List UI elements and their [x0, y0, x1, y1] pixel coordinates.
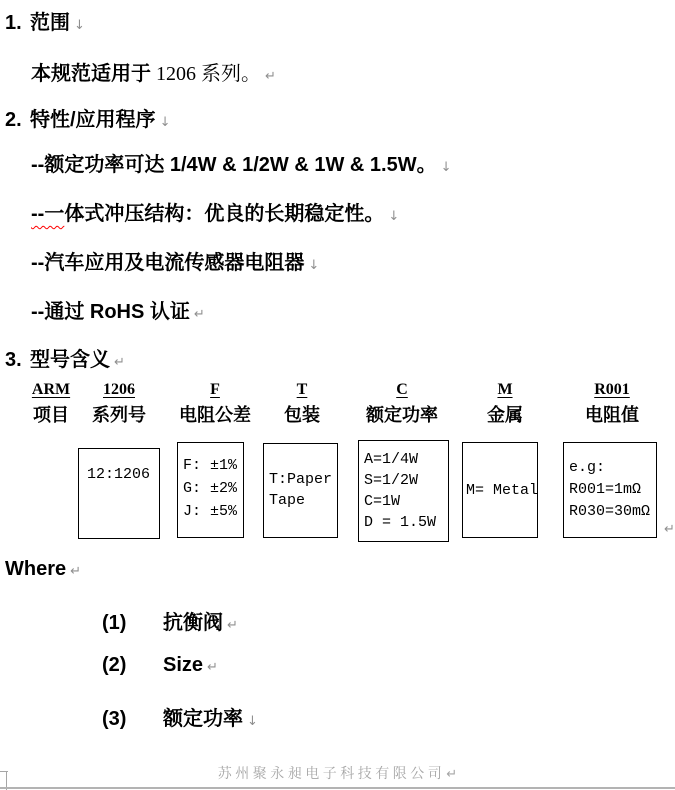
model-column-resistance: [557, 381, 667, 427]
box-line: C=1W: [364, 493, 401, 510]
spellcheck-flagged-text: --一: [31, 203, 65, 225]
model-label: 系列号: [92, 405, 146, 425]
model-box-packaging: [263, 443, 338, 538]
section-number: 1.: [5, 12, 22, 34]
box-line: e.g:: [569, 459, 606, 476]
model-column-power: [347, 381, 457, 427]
where-item-number: (2): [102, 654, 127, 676]
section-number: 3.: [5, 349, 22, 371]
feature-text: 体式冲压结构：优良的长期稳定性。: [64, 203, 385, 225]
model-code: M: [497, 381, 513, 398]
where-item-label: Size: [163, 654, 204, 676]
line-break-mark-icon: ↓: [440, 160, 452, 175]
section-title: 范围: [30, 12, 70, 34]
feature-bullet-2: [31, 197, 399, 226]
model-column-packaging: [247, 381, 357, 427]
paragraph-mark-icon: ↵: [193, 307, 205, 322]
section-heading-model: [5, 343, 125, 372]
paragraph-mark-icon: ↵: [664, 522, 675, 537]
model-code: C: [396, 381, 408, 398]
line-break-mark-icon: ↓: [247, 714, 258, 729]
scope-body-series: 1206 系列。: [151, 63, 261, 85]
feature-bullet-4: [31, 295, 205, 324]
where-item-number: (1): [102, 612, 127, 634]
where-item-1: [102, 606, 238, 635]
paragraph-mark-icon: ↵: [265, 69, 276, 84]
where-item-number: (3): [102, 708, 127, 730]
line-break-mark-icon: ↓: [388, 209, 400, 224]
model-label: 金属: [487, 405, 523, 425]
section-title: 型号含义: [30, 349, 110, 371]
box-line: R030=30mΩ: [569, 503, 651, 520]
model-code: 1206: [103, 381, 135, 398]
feature-text: --通过 RoHS 认证: [31, 301, 190, 323]
model-label: 包装: [284, 405, 320, 425]
box-line: A=1/4W: [364, 451, 419, 468]
box-line: D = 1.5W: [364, 514, 437, 531]
scope-body-bold: 本规范适用于: [31, 63, 151, 85]
model-box-resistance: [563, 442, 657, 538]
box-line: 12:1206: [87, 466, 151, 483]
section-heading-features: [5, 103, 170, 132]
box-line: F: ±1%: [183, 457, 238, 474]
model-box-tolerance: [177, 442, 244, 538]
model-code: T: [296, 381, 308, 398]
feature-text: --汽车应用及电流传感器电阻器: [31, 252, 305, 274]
box-line: Tape: [269, 492, 306, 509]
model-label: 电阻值: [585, 405, 639, 425]
box-line: M= Metal: [466, 482, 539, 499]
feature-bullet-1: [31, 148, 452, 177]
model-column-metal: [450, 381, 560, 427]
where-item-3: [102, 702, 258, 731]
line-break-mark-icon: ↓: [74, 18, 85, 33]
feature-bullet-3: [31, 246, 319, 275]
paragraph-mark-icon: ↵: [207, 660, 218, 675]
box-line: G: ±2%: [183, 480, 238, 497]
model-label: 电阻公差: [179, 405, 251, 425]
model-box-metal: [462, 442, 538, 538]
paragraph-mark-icon: ↵: [70, 564, 82, 579]
feature-text: --额定功率可达 1/4W & 1/2W & 1W & 1.5W。: [31, 154, 437, 176]
where-label: Where: [5, 558, 67, 580]
line-break-mark-icon: ↓: [159, 115, 171, 130]
box-line: J: ±5%: [183, 503, 238, 520]
section-heading-scope: [5, 6, 85, 35]
where-item-label: 额定功率: [163, 708, 243, 730]
paragraph-mark-icon: ↵: [227, 618, 238, 633]
where-heading: [5, 558, 81, 581]
company-name-text: 苏州聚永昶电子科技有限公司: [217, 767, 446, 782]
box-line: S=1/2W: [364, 472, 419, 489]
section-title: 特性/应用程序: [30, 109, 156, 131]
model-column-series: [64, 381, 174, 427]
where-item-2: [102, 654, 218, 677]
where-item-label: 抗衡阀: [163, 612, 223, 634]
model-box-series: [78, 448, 160, 539]
box-line: T:Paper: [269, 471, 333, 488]
model-label: 项目: [33, 405, 69, 425]
line-break-mark-icon: ↓: [308, 258, 320, 273]
box-line: R001=1mΩ: [569, 481, 642, 498]
page-bottom-rule: [0, 787, 675, 789]
paragraph-mark-icon: ↵: [446, 767, 458, 782]
section-number: 2.: [5, 109, 22, 131]
scope-body-paragraph: [31, 57, 276, 86]
model-code: R001: [594, 381, 630, 398]
model-code: F: [210, 381, 220, 398]
footer-company-name: [0, 763, 675, 783]
paragraph-mark-icon: ↵: [114, 355, 125, 370]
model-code: ARM: [31, 381, 71, 398]
model-box-power: [358, 440, 449, 542]
model-label: 额定功率: [366, 405, 438, 425]
